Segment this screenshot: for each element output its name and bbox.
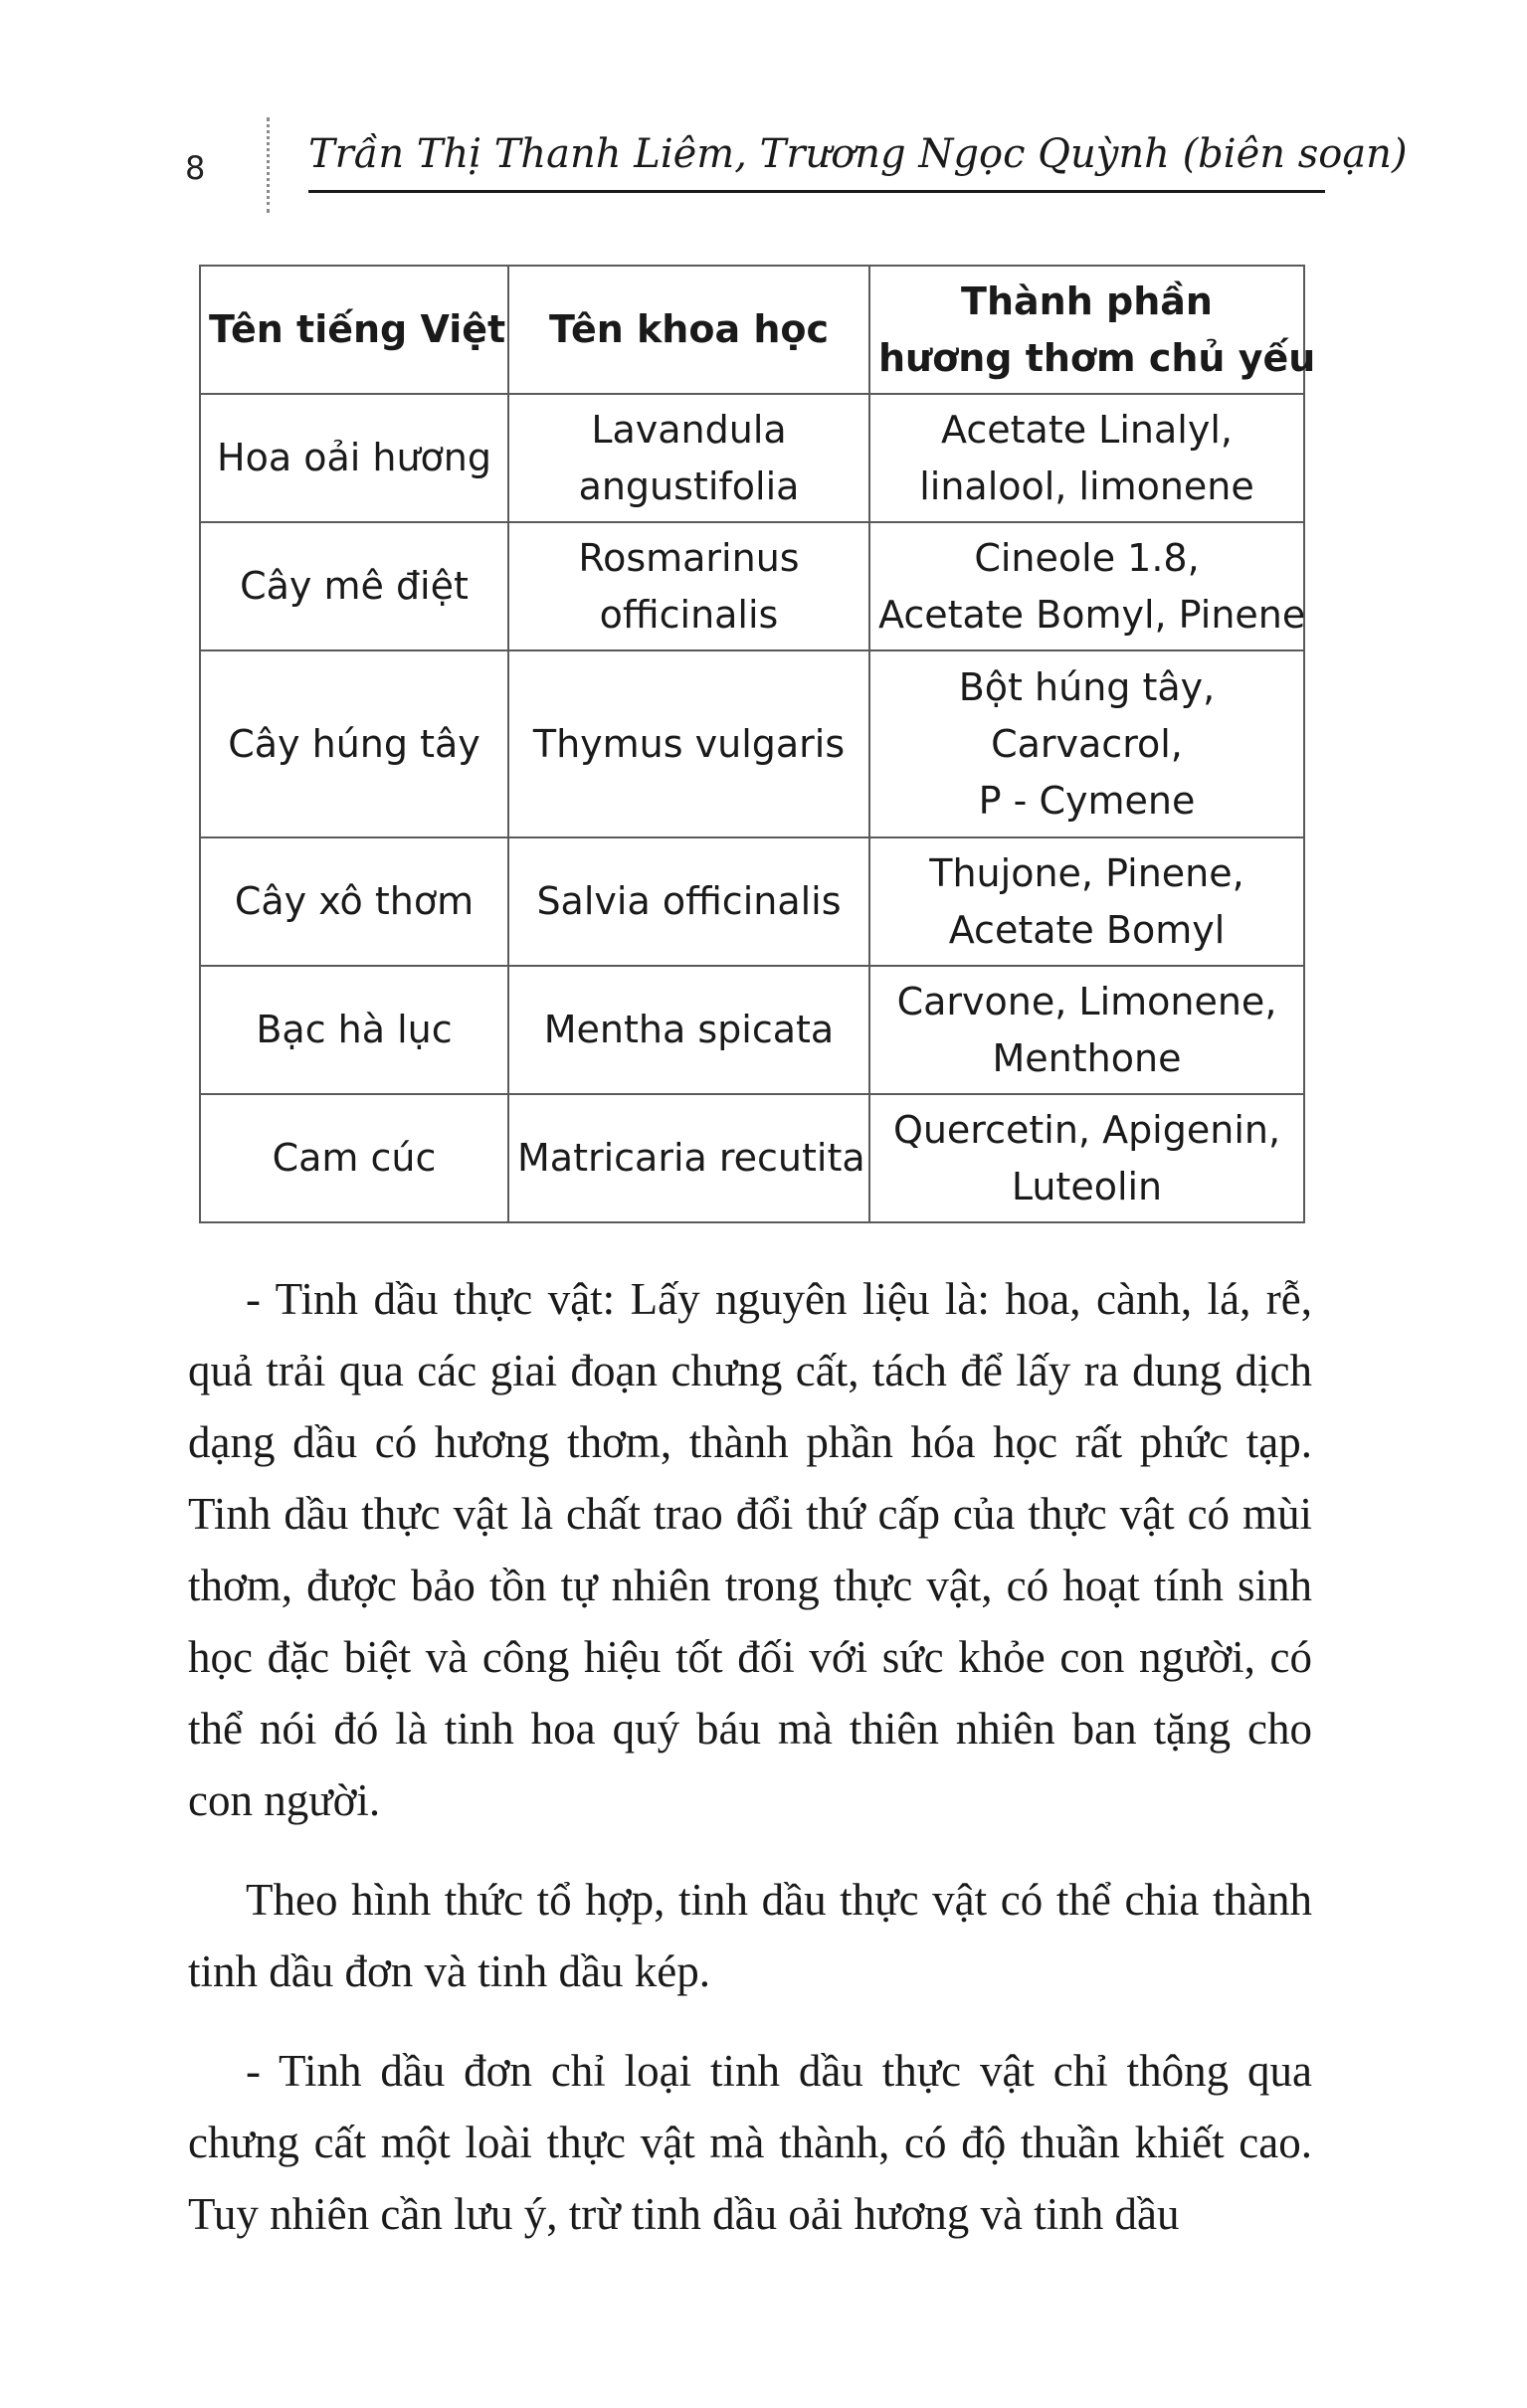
cell-line: Menthone [992,1035,1182,1080]
scientific-name-cell [508,966,869,1094]
table-header-row [200,266,1304,394]
cell-line: Cineole 1.8, [974,535,1200,580]
table-row [200,650,1304,837]
cell-line: Matricaria recutita [517,1136,865,1180]
composition-cell [869,1094,1304,1222]
vietnamese-name-cell [200,966,508,1094]
column-header-line: Tên khoa học [548,307,830,351]
paragraph: - Tinh dầu đơn chỉ loại tinh dầu thực vật chỉ thông qua chưng cất một loài thực vật mà thành, có độ thuần khiết cao. Tuy nhiên cần lưu ý, trừ tinh dầu oải hương và tinh dầu [188,2046,1312,2239]
cell-line: Lavandula [591,407,787,452]
cell-line: Cây mê điệt [240,564,469,608]
cell-line: Thymus vulgaris [532,721,846,766]
cell-line: Cây húng tây [228,721,480,766]
column-header-line: Thành phần [961,278,1213,323]
table-row [200,394,1304,522]
column-header-line: Tên tiếng Việt [209,307,506,351]
composition-cell [869,650,1304,837]
header-divider [267,117,270,213]
cell-line: P - Cymene [978,778,1196,823]
paragraph: - Tinh dầu thực vật: Lấy nguyên liệu là: hoa, cành, lá, rễ, quả trải qua các giai đoạn chưng cất, tách để lấy ra dung dịch dạng dầu có hương thơm, thành phần hóa học rất phức tạp. Tinh dầu thực vật là chất trao đổi thứ cấp của thực vật có mùi thơm, được bảo tồn tự nhiên trong thực vật, có hoạt tính sinh học đặc biệt và công hiệu tốt đối với sức khỏe con người, có thể nói đó là tinh hoa quý báu mà thiên nhiên ban tặng cho con người. [188,1274,1312,1825]
cell-line: Carvone, Limonene, [896,979,1277,1023]
cell-line: Acetate Bomyl, Pinene [878,592,1306,637]
composition-cell [869,394,1304,522]
table-row [200,837,1304,966]
paragraph: Theo hình thức tổ hợp, tinh dầu thực vật có thể chia thành tinh dầu đơn và tinh dầu kép. [188,1875,1312,1996]
cell-line: Quercetin, Apigenin, [892,1107,1281,1152]
cell-line: angustifolia [578,463,800,508]
vietnamese-name-cell [200,837,508,966]
composition-cell [869,522,1304,650]
cell-line: Cây xô thơm [234,879,475,923]
cell-line: Bạc hà lục [256,1008,453,1051]
cell-line: Acetate Linalyl, [941,407,1233,452]
table-row [200,1094,1304,1222]
body-text [188,1263,1312,2250]
cell-line: Luteolin [1011,1164,1163,1208]
scientific-name-cell [508,1094,869,1222]
table-row [200,966,1304,1094]
cell-line: Mentha spicata [543,1008,835,1051]
cell-line: Thujone, Pinene, [929,850,1244,895]
cell-line: linalool, limonene [919,463,1254,508]
cell-line: Bột húng tây, [958,664,1216,709]
vietnamese-name-cell [200,650,508,837]
composition-cell [869,966,1304,1094]
running-head: Trần Thị Thanh Liêm, Trương Ngọc Quỳnh (biên soạn) [308,131,1408,177]
column-header [508,266,869,394]
cell-line: Salvia officinalis [536,879,842,923]
vietnamese-name-cell [200,522,508,650]
herb-table [199,265,1316,1223]
scientific-name-cell [508,522,869,650]
scientific-name-cell [508,650,869,837]
page-number: 8 [185,149,206,187]
table-row [200,522,1304,650]
cell-line: officinalis [599,592,779,637]
cell-line: Hoa oải hương [217,436,491,479]
cell-line: Cam cúc [272,1136,437,1180]
cell-line: Carvacrol, [991,721,1183,766]
cell-line: Rosmarinus [578,535,800,580]
header-rule [308,190,1325,193]
column-header [869,266,1316,394]
vietnamese-name-cell [200,1094,508,1222]
scientific-name-cell [508,394,869,522]
composition-cell [869,837,1304,966]
column-header [200,266,508,394]
cell-line: Acetate Bomyl [948,907,1226,952]
scientific-name-cell [508,837,869,966]
vietnamese-name-cell [200,394,508,522]
column-header-line: hương thơm chủ yếu [878,335,1316,380]
